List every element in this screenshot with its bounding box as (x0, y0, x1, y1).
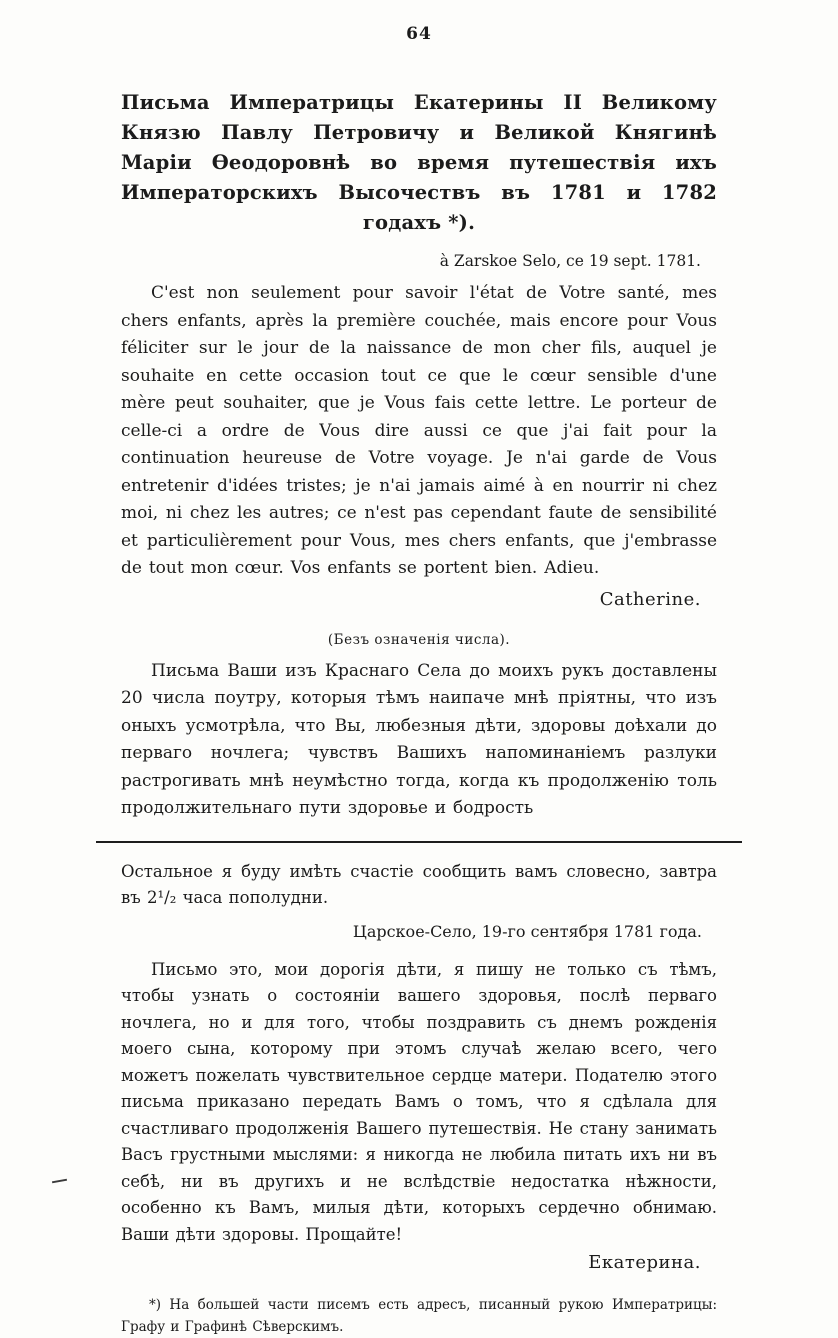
french-letter-body: C'est non seulement pour savoir l'état de Votre santé, mes chers enfants, après la première couchée, mais encore pour Vous féliciter sur le jour de la naissance de mon cher fils, auquel je souhaite en cette occasion tout ce que le cœur sensible d'une mère peut souhaiter, que je Vous fais cette lettre. Le porteur de celle-ci a ordre de Vous dire aussi ce que j'ai fait pour la continuation heureuse de Votre voyage. Je n'ai garde de Vous entretenir d'idées tristes; je n'ai jamais aimé à en nourrir ni chez moi, ni chez les autres; ce n'est pas cependant faute de sensibilité et particulièrement pour Vous, mes chers enfants, que j'embrasse de tout mon cœur. Vos enfants se portent bien. Adieu. (121, 283, 717, 578)
document-title: Письма Императрицы Екатерины II Великому Князю Павлу Петровичу и Великой Княгинѣ Маріи Ѳеодоровнѣ во время путешествія ихъ Императорскихъ Высочествъ въ 1781 и 1782 годахъ *). (121, 91, 717, 234)
footnote-separator-rule (96, 841, 742, 843)
translation-continuation: Остальное я буду имѣть счастіе сообщить вамъ словесно, завтра въ 2¹/₂ часа пополудни. (121, 861, 717, 907)
russian-letter-fragment: Письма Ваши изъ Краснаго Села до моихъ рукъ доставлены 20 числа поутру, которыя тѣмъ наипаче мнѣ пріятны, что изъ оныхъ усмотрѣла, что Вы, любезныя дѣти, здоровы доѣхали до перваго ночлега; чувствъ Вашихъ напоминаніемъ разлуки растрогивать мнѣ неумѣстно тогда, когда къ продолженію толь продолжительнаго пути здоровье и бодрость (121, 660, 717, 818)
translation-dateline: Царское-Село, 19-го сентября 1781 года. (352, 921, 702, 941)
french-letter-signature: Catherine. (599, 588, 701, 610)
french-letter-dateline: à Zarskoe Selo, ce 19 sept. 1781. (439, 252, 701, 270)
translation-body: Письмо это, мои дорогія дѣти, я пишу не только съ тѣмъ, чтобы узнать о состояніи вашего здоровья, послѣ перваго ночлега, но и для того, чтобы поздравить съ днемъ рожденія моего сына, которому при этомъ случаѣ желаю всего, чего можетъ пожелать чувствительное сердце матери. Подателю этого письма приказано передать Вамъ о томъ, что я сдѣлала для счастливаго продолженія Вашего путешествія. Не стану занимать Васъ грустными мыслями: я никогда не любила питать ихъ ни въ себѣ, ни въ другихъ и не вслѣдствіе недостатка нѣжности, особенно къ Вамъ, милыя дѣти, которыхъ сердечно обнимаю. Ваши дѣти здоровы. Прощайте! (121, 959, 717, 1244)
undated-note: (Безъ означенія числа). (327, 631, 511, 648)
translation-signature: Екатерина. (588, 1252, 701, 1273)
footnote-text: *) На большей части писемъ есть адресъ, писанный рукою Императрицы: Графу и Графинѣ Сѣверскимъ. (121, 1297, 717, 1335)
page-number: 64 (406, 24, 432, 44)
